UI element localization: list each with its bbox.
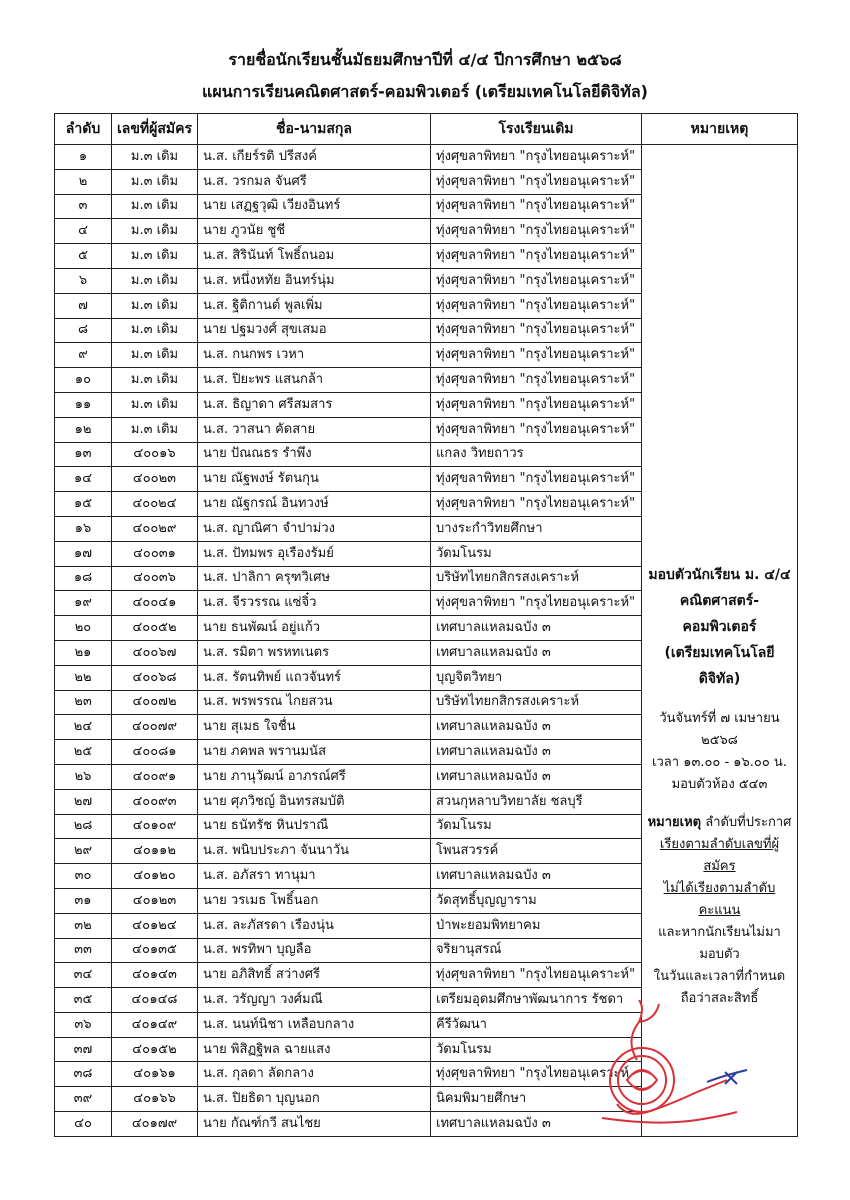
- row-name-cell: น.ส. ปิยธิดา บุญนอก: [198, 1087, 431, 1112]
- row-name-cell: น.ส. หนึ่งหทัย อินทร์นุ่ม: [198, 268, 431, 293]
- row-order-cell: ๗: [55, 293, 112, 318]
- row-school-cell: ทุ่งศุขลาพิทยา "กรุงไทยอนุเคราะห์": [431, 343, 642, 368]
- remark-cell: [642, 145, 798, 1137]
- row-applicant-no-cell: ๔๐๑๒๐: [112, 864, 198, 889]
- row-school-cell: ทุ่งศุขลาพิทยา "กรุงไทยอนุเคราะห์": [431, 392, 642, 417]
- row-school-cell: บริษัทไทยกสิกรสงเคราะห์: [431, 566, 642, 591]
- row-applicant-no-cell: ๔๐๑๐๙: [112, 814, 198, 839]
- row-order-cell: ๑๔: [55, 467, 112, 492]
- row-name-cell: น.ส. พรพรรณ ไกยสวน: [198, 690, 431, 715]
- row-name-cell: น.ส. กนกพร เวหา: [198, 343, 431, 368]
- row-order-cell: ๘: [55, 318, 112, 343]
- row-order-cell: ๓: [55, 194, 112, 219]
- row-name-cell: นาย ปฐมวงศ์ สุขเสมอ: [198, 318, 431, 343]
- row-school-cell: ทุ่งศุขลาพิทยา "กรุงไทยอนุเคราะห์": [431, 244, 642, 269]
- row-applicant-no-cell: ๔๐๑๕๒: [112, 1037, 198, 1062]
- remark-label: หมายเหตุ: [647, 815, 702, 831]
- note-date: วันจันทร์ที่ ๗ เมษายน ๒๕๖๘: [659, 711, 780, 749]
- row-order-cell: ๕: [55, 244, 112, 269]
- row-name-cell: น.ส. วรกมล จันศรี: [198, 169, 431, 194]
- row-school-cell: ป่าพะยอมพิทยาคม: [431, 913, 642, 938]
- row-school-cell: ทุ่งศุขลาพิทยา "กรุงไทยอนุเคราะห์": [431, 318, 642, 343]
- row-applicant-no-cell: ม.๓ เดิม: [112, 194, 198, 219]
- row-applicant-no-cell: ๔๐๑๒๓: [112, 888, 198, 913]
- row-name-cell: นาย กัณฑ์กวี สนไชย: [198, 1112, 431, 1137]
- row-order-cell: ๒๓: [55, 690, 112, 715]
- table-header-row: [55, 114, 798, 145]
- row-applicant-no-cell: ๔๐๑๔๙: [112, 1012, 198, 1037]
- school-seal-stamp: [597, 1000, 757, 1135]
- row-name-cell: นาย ธนพัฒน์ อยู่แก้ว: [198, 616, 431, 641]
- row-school-cell: ทุ่งศุขลาพิทยา "กรุงไทยอนุเคราะห์": [431, 219, 642, 244]
- remark-text-5: ในวันและเวลาที่กำหนด: [653, 969, 786, 985]
- document-title: รายชื่อนักเรียนชั้นมัธยมศึกษาปีที่ ๔/๔ ปีการศึกษา ๒๕๖๘: [228, 50, 622, 69]
- row-applicant-no-cell: ม.๓ เดิม: [112, 368, 198, 393]
- row-school-cell: สวนกุหลาบวิทยาลัย ชลบุรี: [431, 789, 642, 814]
- row-applicant-no-cell: ม.๓ เดิม: [112, 244, 198, 269]
- row-name-cell: นาย เสฏฐวุฒิ เวียงอินทร์: [198, 194, 431, 219]
- row-school-cell: บุญจิตวิทยา: [431, 665, 642, 690]
- row-order-cell: ๔๐: [55, 1112, 112, 1137]
- row-name-cell: น.ส. ปัทมพร อุเรืองรัมย์: [198, 541, 431, 566]
- note-title-1: มอบตัวนักเรียน ม. ๔/๔: [648, 567, 791, 584]
- row-name-cell: นาย สุเมธ ใจชื่น: [198, 715, 431, 740]
- column-header-name: ชื่อ-นามสกุล: [198, 114, 431, 145]
- row-applicant-no-cell: ๔๐๑๖๑: [112, 1062, 198, 1087]
- row-name-cell: น.ส. อภัสรา ทานุมา: [198, 864, 431, 889]
- row-school-cell: เทศบาลแหลมฉบัง ๓: [431, 764, 642, 789]
- row-order-cell: ๓๔: [55, 963, 112, 988]
- row-school-cell: วัดมโนรม: [431, 1037, 642, 1062]
- row-name-cell: น.ส. วาสนา คัดสาย: [198, 417, 431, 442]
- row-applicant-no-cell: ๔๐๑๗๙: [112, 1112, 198, 1137]
- row-name-cell: น.ส. พรทิพา บุญลือ: [198, 938, 431, 963]
- row-school-cell: ทุ่งศุขลาพิทยา "กรุงไทยอนุเคราะห์": [431, 194, 642, 219]
- row-order-cell: ๔: [55, 219, 112, 244]
- row-school-cell: เทศบาลแหลมฉบัง ๓: [431, 864, 642, 889]
- row-applicant-no-cell: ม.๓ เดิม: [112, 318, 198, 343]
- row-name-cell: น.ส. รมิตา พรหทเนตร: [198, 640, 431, 665]
- row-name-cell: น.ส. ธิญาดา ศรีสมสาร: [198, 392, 431, 417]
- row-order-cell: ๑: [55, 145, 112, 170]
- column-header-order: ลำดับ: [55, 114, 112, 145]
- remark-text-6: ถือว่าสละสิทธิ์: [680, 991, 759, 1007]
- row-school-cell: ทุ่งศุขลาพิทยา "กรุงไทยอนุเคราะห์": [431, 268, 642, 293]
- row-school-cell: แกลง วิทยถาวร: [431, 442, 642, 467]
- row-name-cell: น.ส. ปาลิกา ครุฑวิเศษ: [198, 566, 431, 591]
- row-name-cell: นาย ภานุวัฒน์ อาภรณ์ศรี: [198, 764, 431, 789]
- table-row: [55, 145, 798, 170]
- note-room: มอบตัวห้อง ๕๔๓: [671, 777, 768, 793]
- row-name-cell: นาย วรเมธ โพธิ์นอก: [198, 888, 431, 913]
- remark-text-3: ไม่ได้เรียงตามลำดับคะแนน: [663, 881, 776, 919]
- column-header-applicant-no: เลขที่ผู้สมัคร: [112, 114, 198, 145]
- row-school-cell: ทุ่งศุขลาพิทยา "กรุงไทยอนุเคราะห์": [431, 169, 642, 194]
- row-name-cell: น.ส. นนท์นิชา เหลือบกลาง: [198, 1012, 431, 1037]
- row-order-cell: ๒๙: [55, 839, 112, 864]
- row-order-cell: ๑๗: [55, 541, 112, 566]
- row-name-cell: น.ส. เกียร์รติ ปรีสงค์: [198, 145, 431, 170]
- row-order-cell: ๑๖: [55, 516, 112, 541]
- row-order-cell: ๑๓: [55, 442, 112, 467]
- row-order-cell: ๑๑: [55, 392, 112, 417]
- row-order-cell: ๓๘: [55, 1062, 112, 1087]
- row-name-cell: นาย ณัฐกรณ์ อินทวงษ์: [198, 492, 431, 517]
- document-subtitle: แผนการเรียนคณิตศาสตร์-คอมพิวเตอร์ (เตรียมเทคโนโลยีดิจิทัล): [202, 82, 648, 101]
- student-list-table: [54, 113, 798, 1137]
- row-name-cell: น.ส. วรัญญา วงศ์มณี: [198, 988, 431, 1013]
- remark-text-1: ลำดับที่ประกาศ: [701, 815, 792, 831]
- row-order-cell: ๓๖: [55, 1012, 112, 1037]
- note-time: เวลา ๑๓.๐๐ - ๑๖.๐๐ น.: [652, 755, 787, 771]
- row-school-cell: วัดมโนรม: [431, 814, 642, 839]
- row-order-cell: ๓๕: [55, 988, 112, 1013]
- row-school-cell: ทุ่งศุขลาพิทยา "กรุงไทยอนุเคราะห์": [431, 591, 642, 616]
- row-name-cell: นาย ศุภวิชญ์ อินทรสมบัติ: [198, 789, 431, 814]
- row-order-cell: ๒๗: [55, 789, 112, 814]
- row-order-cell: ๒๔: [55, 715, 112, 740]
- row-school-cell: เทศบาลแหลมฉบัง ๓: [431, 740, 642, 765]
- row-applicant-no-cell: ๔๐๐๙๓: [112, 789, 198, 814]
- row-name-cell: นาย ภูวนัย ชูชี: [198, 219, 431, 244]
- row-applicant-no-cell: ๔๐๑๔๓: [112, 963, 198, 988]
- row-school-cell: ทุ่งศุขลาพิทยา "กรุงไทยอนุเคราะห์": [431, 963, 642, 988]
- row-order-cell: ๑๙: [55, 591, 112, 616]
- row-order-cell: ๒๐: [55, 616, 112, 641]
- row-name-cell: นาย ปัณณธร รำพึง: [198, 442, 431, 467]
- row-order-cell: ๒: [55, 169, 112, 194]
- row-school-cell: จริยานุสรณ์: [431, 938, 642, 963]
- row-school-cell: วัดมโนรม: [431, 541, 642, 566]
- row-applicant-no-cell: ม.๓ เดิม: [112, 417, 198, 442]
- row-order-cell: ๓๓: [55, 938, 112, 963]
- row-applicant-no-cell: ม.๓ เดิม: [112, 169, 198, 194]
- row-applicant-no-cell: ม.๓ เดิม: [112, 392, 198, 417]
- row-applicant-no-cell: ม.๓ เดิม: [112, 293, 198, 318]
- row-applicant-no-cell: ๔๐๐๑๖: [112, 442, 198, 467]
- row-applicant-no-cell: ม.๓ เดิม: [112, 145, 198, 170]
- row-order-cell: ๙: [55, 343, 112, 368]
- row-order-cell: ๓๗: [55, 1037, 112, 1062]
- row-name-cell: น.ส. จีรวรรณ แซ่จิ๋ว: [198, 591, 431, 616]
- row-order-cell: ๒๘: [55, 814, 112, 839]
- row-school-cell: ทุ่งศุขลาพิทยา "กรุงไทยอนุเคราะห์": [431, 145, 642, 170]
- note-title-2: คณิตศาสตร์-คอมพิวเตอร์: [679, 593, 760, 636]
- row-order-cell: ๖: [55, 268, 112, 293]
- row-school-cell: โพนสวรรค์: [431, 839, 642, 864]
- row-school-cell: เทศบาลแหลมฉบัง ๓: [431, 715, 642, 740]
- row-school-cell: เตรียมอุดมศึกษาพัฒนาการ รัชดา: [431, 988, 642, 1013]
- row-applicant-no-cell: ๔๐๐๓๖: [112, 566, 198, 591]
- row-applicant-no-cell: ๔๐๑๖๖: [112, 1087, 198, 1112]
- row-applicant-no-cell: ๔๐๐๙๑: [112, 764, 198, 789]
- row-applicant-no-cell: ม.๓ เดิม: [112, 343, 198, 368]
- row-applicant-no-cell: ๔๐๑๔๘: [112, 988, 198, 1013]
- row-school-cell: ทุ่งศุขลาพิทยา "กรุงไทยอนุเคราะห์: [431, 1062, 642, 1087]
- row-order-cell: ๑๐: [55, 368, 112, 393]
- row-school-cell: เทศบาลแหลมฉบัง ๓: [431, 616, 642, 641]
- row-applicant-no-cell: ๔๐๐๓๑: [112, 541, 198, 566]
- row-name-cell: น.ส. ปิยะพร แสนกล้า: [198, 368, 431, 393]
- row-applicant-no-cell: ๔๐๐๒๙: [112, 516, 198, 541]
- remark-text-2: เรียงตามลำดับเลขที่ผู้สมัคร: [659, 837, 780, 875]
- row-order-cell: ๓๒: [55, 913, 112, 938]
- row-applicant-no-cell: ๔๐๐๒๔: [112, 492, 198, 517]
- row-applicant-no-cell: ๔๐๐๕๒: [112, 616, 198, 641]
- row-order-cell: ๓๑: [55, 888, 112, 913]
- row-name-cell: นาย ธนัทรัช หินปราณี: [198, 814, 431, 839]
- row-applicant-no-cell: ม.๓ เดิม: [112, 268, 198, 293]
- row-school-cell: เทศบาลแหลมฉบัง ๓: [431, 640, 642, 665]
- row-name-cell: นาย ภคพล พรานมนัส: [198, 740, 431, 765]
- row-name-cell: นาย อภิสิทธิ์ สว่างศรี: [198, 963, 431, 988]
- row-order-cell: ๑๘: [55, 566, 112, 591]
- row-applicant-no-cell: ม.๓ เดิม: [112, 219, 198, 244]
- row-name-cell: น.ส. ญาณิศา จำปาม่วง: [198, 516, 431, 541]
- row-school-cell: บริษัทไทยกสิกรสงเคราะห์: [431, 690, 642, 715]
- row-applicant-no-cell: ๔๐๑๓๕: [112, 938, 198, 963]
- row-school-cell: คีรีวัฒนา: [431, 1012, 642, 1037]
- row-name-cell: น.ส. ฐิติกานต์ พูลเพิ่ม: [198, 293, 431, 318]
- row-order-cell: ๑๕: [55, 492, 112, 517]
- row-order-cell: ๓๐: [55, 864, 112, 889]
- row-applicant-no-cell: ๔๐๐๖๗: [112, 640, 198, 665]
- note-title-3: (เตรียมเทคโนโลยีดิจิทัล): [664, 645, 775, 688]
- row-order-cell: ๑๒: [55, 417, 112, 442]
- row-applicant-no-cell: ๔๐๑๒๔: [112, 913, 198, 938]
- column-header-remark: หมายเหตุ: [642, 114, 798, 145]
- row-order-cell: ๓๙: [55, 1087, 112, 1112]
- row-order-cell: ๒๒: [55, 665, 112, 690]
- row-school-cell: เทศบาลแหลมฉบัง ๓: [431, 1112, 642, 1137]
- row-school-cell: วัดสุทธิ์บุญญาราม: [431, 888, 642, 913]
- row-applicant-no-cell: ๔๐๐๗๒: [112, 690, 198, 715]
- row-name-cell: น.ส. สิรินันท์ โพธิ์ถนอม: [198, 244, 431, 269]
- row-applicant-no-cell: ๔๐๑๑๒: [112, 839, 198, 864]
- row-applicant-no-cell: ๔๐๐๖๘: [112, 665, 198, 690]
- row-school-cell: นิคมพิมายศึกษา: [431, 1087, 642, 1112]
- row-name-cell: นาย พิสิฏฐิพล ฉายแสง: [198, 1037, 431, 1062]
- row-applicant-no-cell: ๔๐๐๒๓: [112, 467, 198, 492]
- row-name-cell: น.ส. กุลดา ลัดกลาง: [198, 1062, 431, 1087]
- row-name-cell: นาย ณัฐพงษ์ รัตนกุน: [198, 467, 431, 492]
- row-school-cell: ทุ่งศุขลาพิทยา "กรุงไทยอนุเคราะห์": [431, 293, 642, 318]
- row-name-cell: น.ส. ละภัสรดา เรืองนุ่น: [198, 913, 431, 938]
- row-school-cell: ทุ่งศุขลาพิทยา "กรุงไทยอนุเคราะห์": [431, 417, 642, 442]
- row-applicant-no-cell: ๔๐๐๘๑: [112, 740, 198, 765]
- row-school-cell: ทุ่งศุขลาพิทยา "กรุงไทยอนุเคราะห์": [431, 492, 642, 517]
- row-applicant-no-cell: ๔๐๐๗๙: [112, 715, 198, 740]
- row-school-cell: ทุ่งศุขลาพิทยา "กรุงไทยอนุเคราะห์": [431, 467, 642, 492]
- row-school-cell: บางระกำวิทยศึกษา: [431, 516, 642, 541]
- row-name-cell: น.ส. รัตนทิพย์ แถวจันทร์: [198, 665, 431, 690]
- row-school-cell: ทุ่งศุขลาพิทยา "กรุงไทยอนุเคราะห์": [431, 368, 642, 393]
- row-applicant-no-cell: ๔๐๐๔๑: [112, 591, 198, 616]
- row-order-cell: ๒๖: [55, 764, 112, 789]
- remark-text-4: และหากนักเรียนไม่มามอบตัว: [658, 925, 781, 963]
- column-header-school: โรงเรียนเดิม: [431, 114, 642, 145]
- row-name-cell: น.ส. พนิบประภา จันนาวัน: [198, 839, 431, 864]
- row-order-cell: ๒๕: [55, 740, 112, 765]
- row-order-cell: ๒๑: [55, 640, 112, 665]
